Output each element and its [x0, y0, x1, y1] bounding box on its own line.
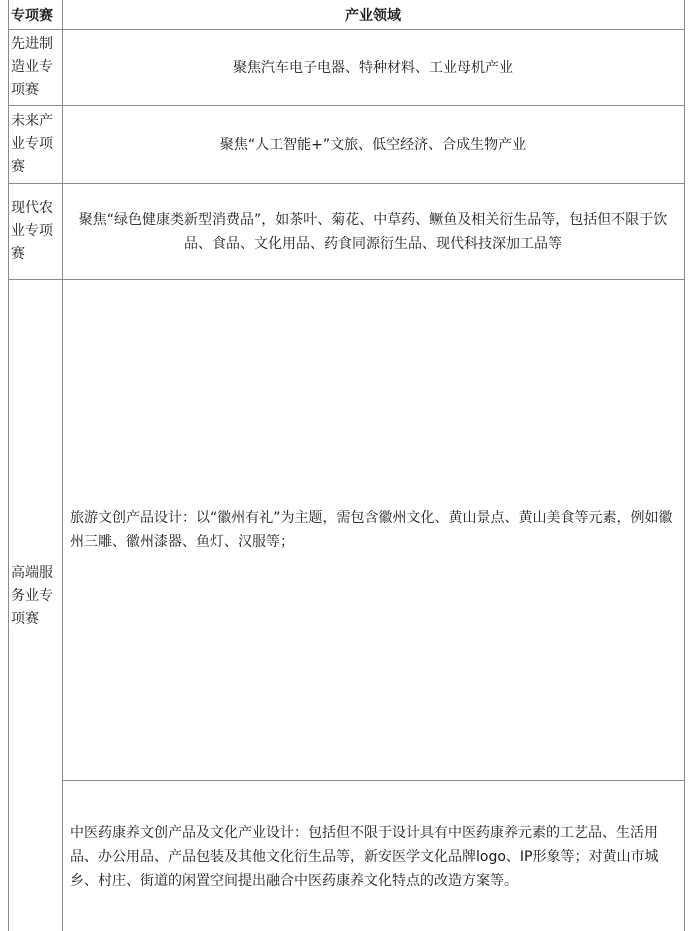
row-text: 聚焦汽车电子电器、特种材料、工业母机产业 [233, 59, 513, 76]
table-row-label [8, 106, 62, 183]
row-text: 聚焦“人工智能+”文旅、低空经济、合成生物产业 [219, 136, 527, 153]
table-row-label [8, 184, 62, 279]
header-industry-label: 产业领域 [345, 7, 401, 24]
header-cell-industry [62, 0, 684, 29]
table-row-content [62, 106, 684, 183]
table-row-label [8, 30, 62, 105]
row-text: 聚焦“绿色健康类新型消费品”，如茶叶、菊花、中草药、鳜鱼及相关衍生品等，包括但不限于饮品、食品、文化用品、药食同源衍生品、现代科技深加工品等 [78, 211, 668, 252]
header-cell-competition [8, 0, 62, 29]
row-name: 现代农业专项赛 [11, 200, 53, 262]
row-text-item: 中医药康养文创产品及文化产业设计：包括但不限于设计具有中医药康养元素的工艺品、生活用品、办公用品、产品包装及其他文化衍生品等，新安医学文化品牌logo、IP形象等；对黄山市城乡、村庄、街道的闲置空间提出融合中医药康养文化特点的改造方案等。 [70, 825, 659, 889]
table-row-label [8, 280, 62, 931]
table-row-content [62, 280, 684, 780]
row-name: 高端服务业专项赛 [11, 565, 53, 627]
row-name: 先进制造业专项赛 [11, 36, 53, 98]
column-divider [684, 0, 685, 931]
table-row-content [62, 781, 684, 931]
header-competition-label: 专项赛 [11, 7, 53, 24]
row-name: 未来产业专项赛 [11, 113, 53, 175]
table-row-content [62, 184, 684, 279]
table-row-content [62, 30, 684, 105]
row-text-item: 旅游文创产品设计：以“徽州有礼”为主题，需包含徽州文化、黄山景点、黄山美食等元素，例如徽州三雕、徽州漆器、鱼灯、汉服等； [70, 510, 673, 550]
